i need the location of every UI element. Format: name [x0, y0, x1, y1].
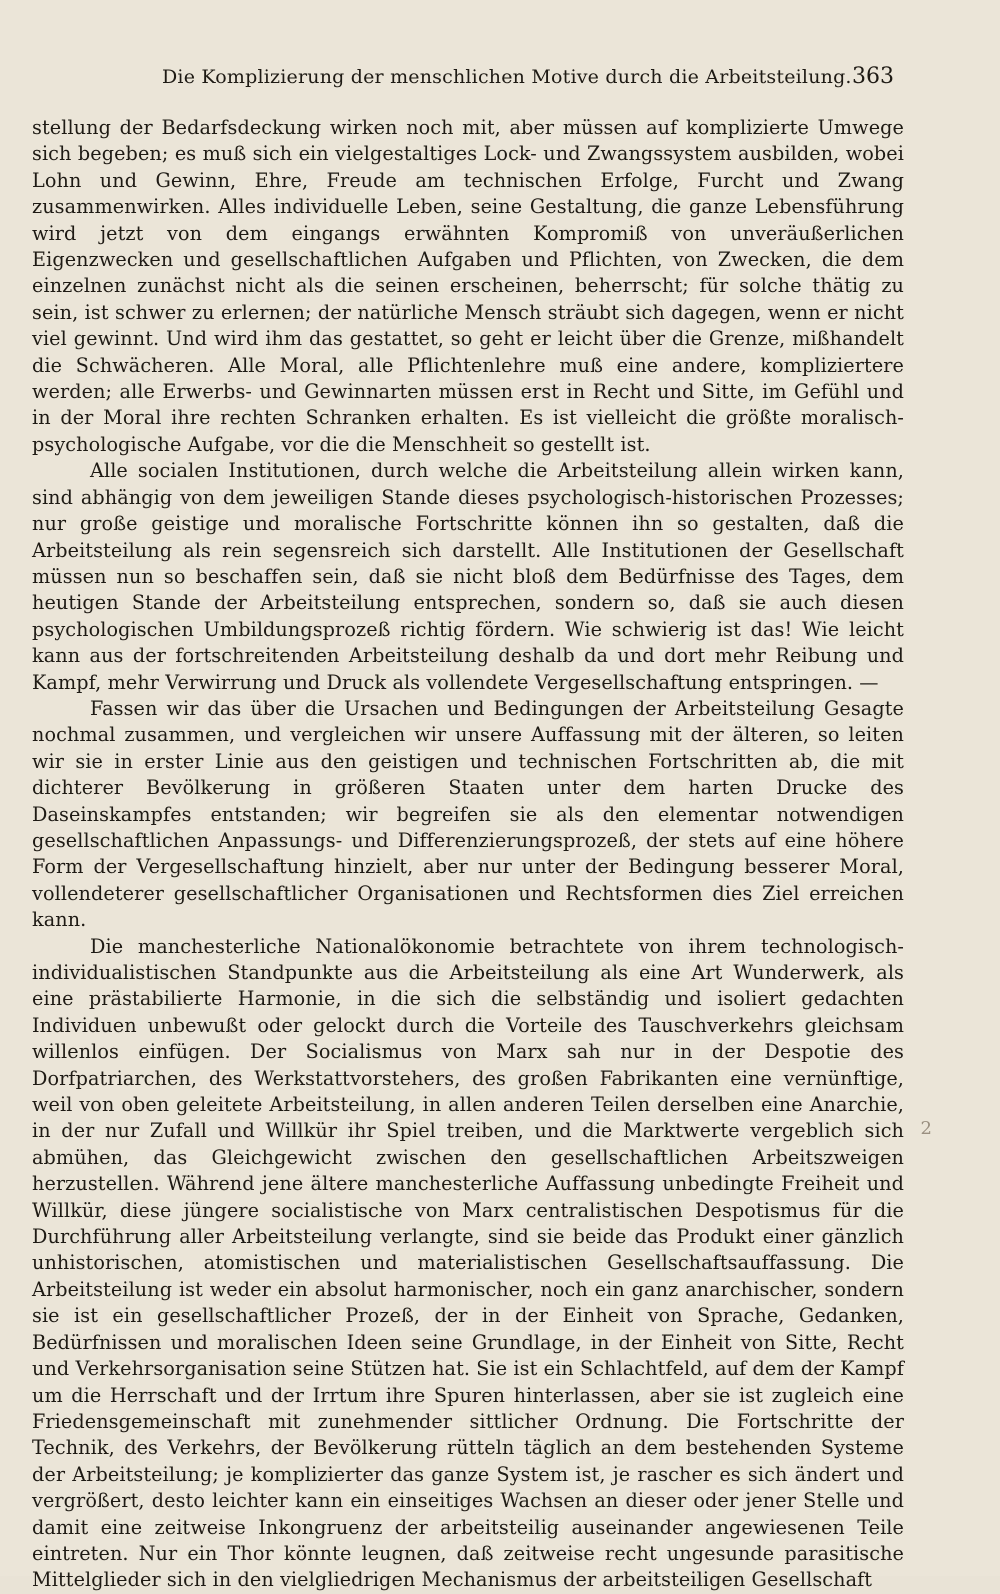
- running-head: [30, 66, 970, 96]
- page-number: 363: [852, 64, 894, 89]
- paragraph: Alle socialen Institutionen, durch welche die Arbeitsteilung allein wirken kann, sind abhängig von dem jeweiligen Stande dieses psychologisch-historischen Prozesses; nur große geistige und moralische Fortschritte können ihn so gestalten, daß die Arbeitsteilung als rein segensreich sich darstellt. Alle Institutionen der Gesellschaft müssen nun so beschaffen sein, daß sie nicht bloß dem Bedürfnisse des Tages, dem heutigen Stande der Arbeitsteilung entsprechen, sondern so, daß sie auch diesen psychologischen Umbildungsprozeß richtig fördern. Wie schwierig ist das! Wie leicht kann aus der fortschreitenden Arbeitsteilung deshalb da und dort mehr Reibung und Kampf, mehr Verwirrung und Druck als vollendete Vergesellschaftung entspringen. —: [32, 459, 904, 694]
- paragraph: Die manchesterliche Nationalökonomie betrachtete von ihrem technologisch-individualistischen Standpunkte aus die Arbeitsteilung als eine Art Wunderwerk, als eine prästabilierte Harmonie, in die sich die selbständig und isoliert gedachten Individuen unbewußt oder gelockt durch die Vorteile des Tauschverkehrs gleichsam willenlos einfügen. Der Socialismus von Marx sah nur in der Despotie des Dorfpatriarchen, des Werkstattvorstehers, des großen Fabrikanten eine vernünftige, weil von oben geleitete Arbeitsteilung, in allen anderen Teilen derselben eine Anarchie, in der nur Zufall und Willkür ihr Spiel treiben, und die Marktwerte vergeblich sich abmühen, das Gleichgewicht zwischen den gesellschaftlichen Arbeitszweigen herzustellen. Während jene ältere manchesterliche Auffassung unbedingte Freiheit und Willkür, diese jüngere socialistische von Marx centralistischen Despotismus für die Durchführung aller Arbeitsteilung verlangte, sind sie beide das Produkt einer gänzlich unhistorischen, atomistischen und materialistischen Gesellschaftsauffassung. Die Arbeitsteilung ist weder ein absolut harmonischer, noch ein ganz anarchischer, sondern sie ist ein gesellschaftlicher Prozeß, der in der Einheit von Sprache, Gedanken, Bedürfnissen und moralischen Ideen seine Grundlage, in der Einheit von Sitte, Recht und Verkehrsorganisation seine Stützen hat. Sie ist ein Schlachtfeld, auf dem der Kampf um die Herrschaft und der Irrtum ihre Spuren hinterlassen, aber sie ist zugleich eine Friedensgemeinschaft mit zunehmender sittlicher Ordnung. Die Fortschritte der Technik, des Verkehrs, der Bevölkerung rütteln täglich an dem bestehenden Systeme der Arbeitsteilung; je komplizierter das ganze System ist, je rascher es sich ändert und vergrößert, desto leichter kann ein einseitiges Wachsen an dieser oder jener Stelle und damit eine zeitweise Inkongruenz der arbeitsteilig auseinander angewiesenen Teile eintreten. Nur ein Thor könnte leugnen, daß zeitweise recht ungesunde parasitische Mittelglieder sich in den vielgliedrigen Mechanismus der arbeitsteiligen Gesellschaft: [32, 934, 904, 1592]
- paragraph: Fassen wir das über die Ursachen und Bedingungen der Arbeitsteilung Gesagte nochmal zusammen, und vergleichen wir unsere Auffassung mit der älteren, so leiten wir sie in erster Linie aus den geistigen und technischen Fortschritten ab, die mit dichterer Bevölkerung in größeren Staaten unter dem harten Drucke des Daseinskampfes entstanden; wir begreifen sie als den elementar notwendigen gesellschaftlichen Anpassungs- und Differenzierungsprozeß, der stets auf eine höhere Form der Vergesellschaftung hinzielt, aber nur unter der Bedingung besserer Moral, vollendeterer gesellschaftlicher Organisationen und Rechtsformen dies Ziel erreichen kann.: [32, 696, 904, 932]
- margin-pencil-mark: 2: [920, 1118, 932, 1139]
- paragraph-continuation: stellung der Bedarfsdeckung wirken noch mit, aber müssen auf komplizierte Umwege sich begeben; es muß sich ein vielgestaltiges Lock- und Zwangssystem ausbilden, wobei Lohn und Gewinn, Ehre, Freude am technischen Erfolge, Furcht und Zwang zusammenwirken. Alles individuelle Leben, seine Gestaltung, die ganze Lebensführung wird jetzt von dem eingangs erwähnten Kompromiß von unveräußerlichen Eigenzwecken und gesellschaftlichen Aufgaben und Pflichten, von Zwecken, die dem einzelnen zunächst nicht als die seinen erscheinen, beherrscht; für solche thätig zu sein, ist schwer zu erlernen; der natürliche Mensch sträubt sich dagegen, wenn er nicht viel gewinnt. Und wird ihm das gestattet, so geht er leicht über die Grenze, mißhandelt die Schwächeren. Alle Moral, alle Pflichtenlehre muß eine andere, kompliziertere werden; alle Erwerbs- und Gewinnarten müssen erst in Recht und Sitte, im Gefühl und in der Moral ihre rechten Schranken erhalten. Es ist vielleicht die größte moralisch-psychologische Aufgabe, vor die die Menschheit so gestellt ist.: [32, 116, 904, 456]
- page-body: [32, 115, 904, 1594]
- running-title: Die Komplizierung der menschlichen Motive durch die Arbeitsteilung.: [162, 66, 852, 88]
